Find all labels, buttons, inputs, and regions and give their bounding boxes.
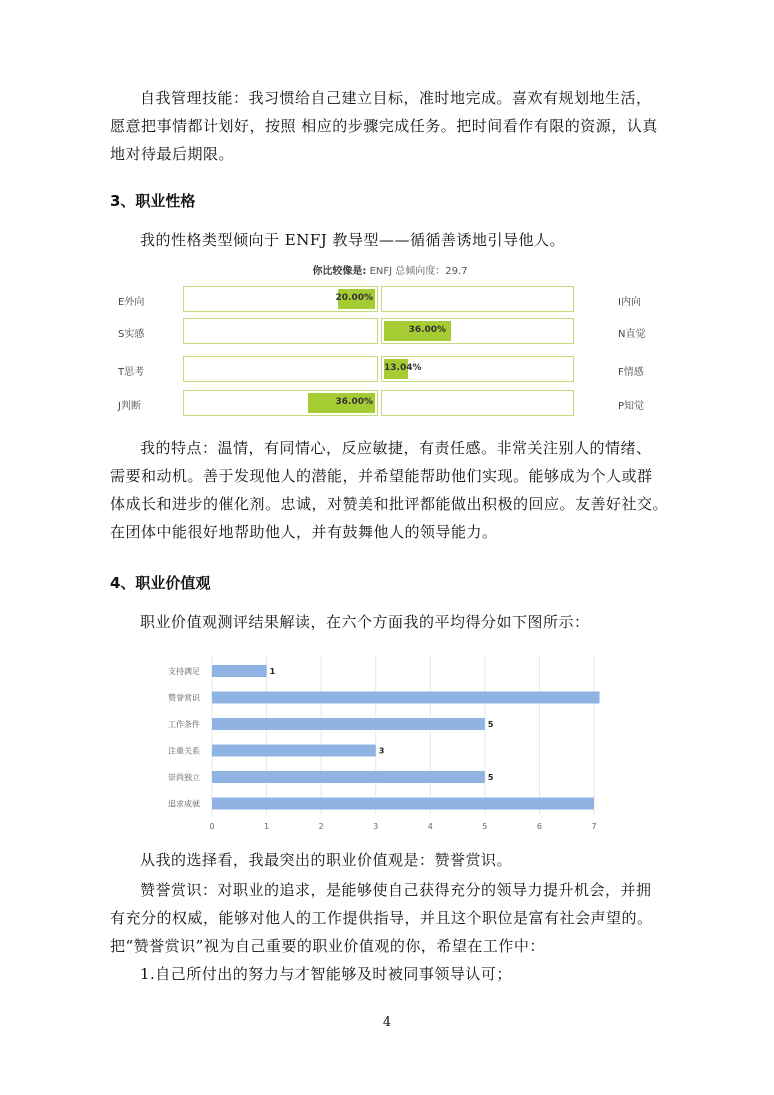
category-label: 崇尚独立 xyxy=(168,773,200,782)
dimension-left-label: E外向 xyxy=(118,297,145,308)
value-bar xyxy=(212,692,599,704)
bar-data-label: 1 xyxy=(269,667,276,676)
value-bar xyxy=(212,718,485,730)
dimension-left-box xyxy=(183,286,378,312)
dimension-right-label: I内向 xyxy=(618,297,641,308)
bar-data-label: 5 xyxy=(487,773,494,782)
self-management-paragraph xyxy=(110,84,670,168)
personality-row xyxy=(110,356,670,382)
category-label: 注重关系 xyxy=(168,746,200,756)
text-line: 有充分的权威，能够对他人的工作提供指导，并且这个职位是富有社会声望的。 xyxy=(110,909,653,927)
value-bar xyxy=(212,798,594,810)
dimension-left-label: J判断 xyxy=(118,401,141,412)
dimension-score-label: 36.00% xyxy=(408,325,447,335)
dimension-right-label: P知觉 xyxy=(618,401,645,412)
traits-paragraph xyxy=(110,434,670,546)
chart-title-value: ENFJ 总倾向度：29.7 xyxy=(366,266,468,277)
dimension-score-label: 36.00% xyxy=(335,397,373,407)
text-line: 我的性格类型倾向于 ENFJ 教导型——循循善诱地引导他人。 xyxy=(140,231,566,249)
text-line: 我的特点：温情，有同情心，反应敏捷，有责任感。非常关注别人的情绪、 xyxy=(140,439,652,457)
dimension-right-box xyxy=(381,318,574,344)
x-tick-label: 6 xyxy=(536,822,542,831)
value-bar xyxy=(212,665,267,677)
values-bar-chart xyxy=(160,655,605,835)
dimension-score-label: 20.00% xyxy=(335,293,373,303)
recognition-paragraph xyxy=(110,876,670,960)
personality-row xyxy=(110,318,670,344)
text-line: 愿意把事情都计划好，按照 相应的步骤完成任务。把时间看作有限的资源，认真 xyxy=(110,117,658,135)
personality-type-paragraph xyxy=(110,226,670,254)
text-line: 需要和动机。善于发现他人的潜能，并希望能帮助他们实现。能够成为个人或群 xyxy=(110,467,653,485)
section-heading-values: 4、职业价值观 xyxy=(110,574,211,592)
x-tick-label: 3 xyxy=(373,822,379,831)
personality-chart xyxy=(110,262,670,422)
category-label: 追求成就 xyxy=(168,799,200,809)
text-line: 体成长和进步的催化剂。忠诚，对赞美和批评都能做出积极的回应。友善好社交。 xyxy=(110,495,669,513)
x-tick-label: 0 xyxy=(209,822,215,831)
section-heading-personality: 3、职业性格 xyxy=(110,192,196,210)
category-label: 支持满足 xyxy=(168,667,200,676)
dimension-left-box xyxy=(183,390,378,416)
list-item-paragraph xyxy=(110,960,670,988)
text-line: 从我的选择看，我最突出的职业价值观是：赞誉赏识。 xyxy=(140,851,513,869)
dimension-left-label: S实感 xyxy=(118,329,145,340)
values-intro-paragraph xyxy=(110,608,670,636)
value-bar xyxy=(212,745,376,757)
personality-row xyxy=(110,286,670,312)
dimension-right-box xyxy=(381,356,574,382)
bar-data-label: 5 xyxy=(487,720,494,729)
dimension-left-label: T思考 xyxy=(118,367,145,378)
text-line: 职业价值观测评结果解读，在六个方面我的平均得分如下图所示： xyxy=(140,613,590,631)
dimension-left-box xyxy=(183,318,378,344)
dimension-right-label: N直觉 xyxy=(618,329,646,340)
x-tick-label: 5 xyxy=(482,822,488,831)
x-tick-label: 4 xyxy=(427,822,433,831)
category-label: 赞誉赏识 xyxy=(168,693,200,703)
dimension-right-box xyxy=(381,390,574,416)
text-line: 1.自己所付出的努力与才智能够及时被同事领导认可； xyxy=(140,965,512,983)
dimension-right-box xyxy=(381,286,574,312)
page-number: 4 xyxy=(382,1015,392,1030)
x-tick-label: 7 xyxy=(591,822,597,831)
text-line: 把“赞誉赏识”视为自己重要的职业价值观的你，希望在工作中： xyxy=(110,937,545,955)
personality-chart-title xyxy=(110,262,670,277)
text-line: 地对待最后期限。 xyxy=(110,145,235,163)
values-bar-chart-svg xyxy=(160,655,605,835)
x-tick-label: 2 xyxy=(318,822,324,831)
personality-row xyxy=(110,390,670,416)
dimension-score-label: 13.04% xyxy=(384,363,422,373)
bar-data-label: 3 xyxy=(378,746,385,756)
x-tick-label: 1 xyxy=(264,822,270,831)
top-value-paragraph xyxy=(110,846,670,874)
chart-title-label: 你比较像是: xyxy=(312,266,367,277)
dimension-left-box xyxy=(183,356,378,382)
dimension-right-label: F情感 xyxy=(618,367,644,378)
value-bar xyxy=(212,771,485,783)
category-label: 工作条件 xyxy=(168,720,200,729)
text-line: 在团体中能很好地帮助他人，并有鼓舞他人的领导能力。 xyxy=(110,523,498,541)
text-line: 自我管理技能：我习惯给自己建立目标，准时地完成。喜欢有规划地生活， xyxy=(140,89,652,107)
text-line: 赞誉赏识：对职业的追求，是能够使自己获得充分的领导力提升机会，并拥 xyxy=(140,881,652,899)
